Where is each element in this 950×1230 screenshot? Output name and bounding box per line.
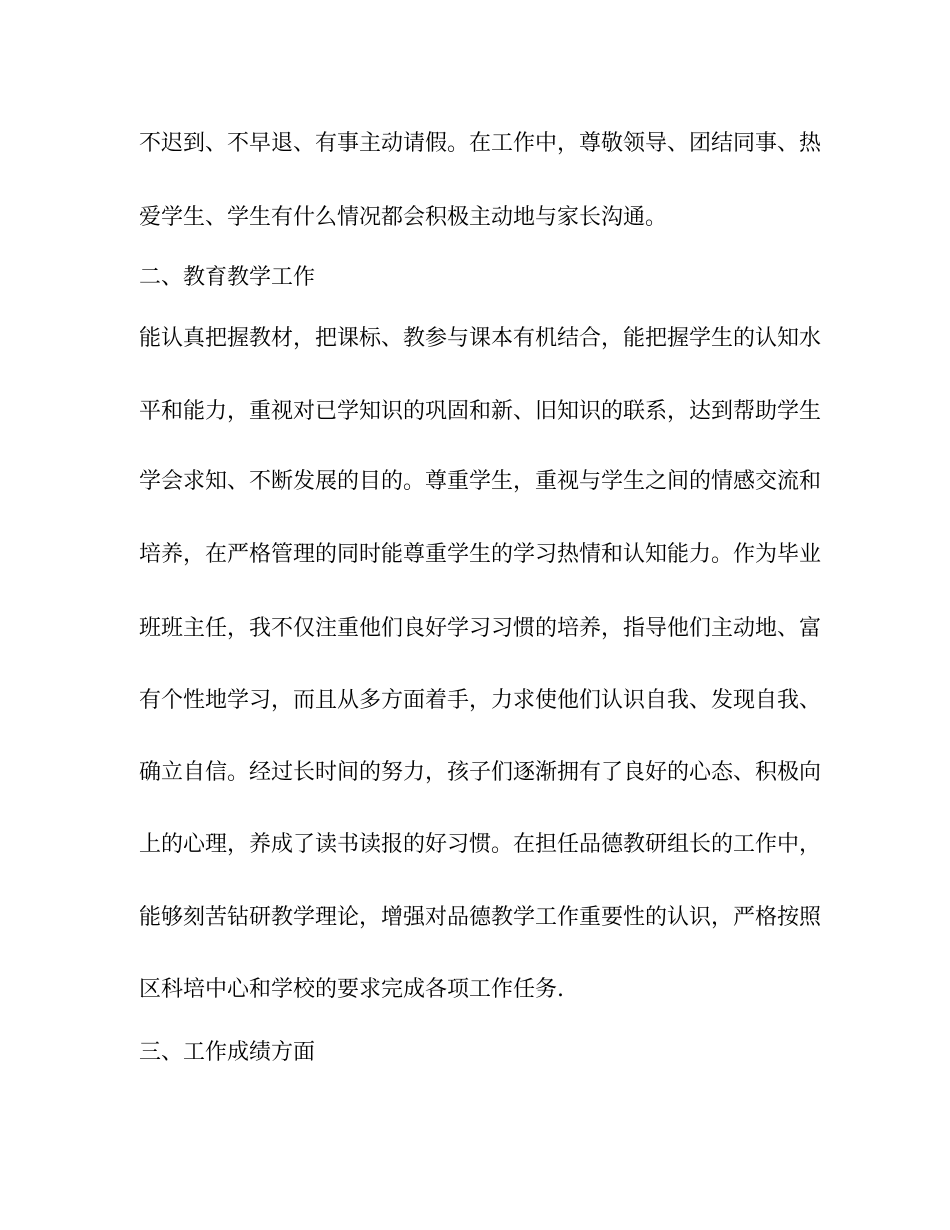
paragraph-line: 平和能力，重视对已学知识的巩固和新、旧知识的联系，达到帮助学生 <box>139 399 822 424</box>
paragraph-line: 班班主任，我不仅注重他们良好学习习惯的培养，指导他们主动地、富 <box>139 616 822 641</box>
paragraph-line: 不迟到、不早退、有事主动请假。在工作中，尊敬领导、团结同事、热 <box>139 131 822 156</box>
paragraph-line: 上的心理，养成了读书读报的好习惯。在担任品德教研组长的工作中， <box>139 832 822 857</box>
paragraph-line: 确立自信。经过长时间的努力，孩子们逐渐拥有了良好的心态、积极向 <box>139 760 822 785</box>
paragraph-line: 有个性地学习，而且从多方面着手，力求使他们认识自我、发现自我、 <box>139 688 822 713</box>
section-heading-work-achievements: 三、工作成绩方面 <box>139 1040 316 1065</box>
paragraph-line: 能认真把握教材，把课标、教参与课本有机结合，能把握学生的认知水 <box>139 326 822 351</box>
paragraph-line: 爱学生、学生有什么情况都会积极主动地与家长沟通。 <box>139 205 668 230</box>
paragraph-line: 学会求知、不断发展的目的。尊重学生，重视与学生之间的情感交流和 <box>139 469 822 494</box>
section-heading-education-teaching: 二、教育教学工作 <box>139 265 316 290</box>
paragraph-line: 区科培中心和学校的要求完成各项工作任务. <box>139 977 564 1002</box>
paragraph-line: 能够刻苦钻研教学理论，增强对品德教学工作重要性的认识，严格按照 <box>139 905 822 930</box>
paragraph-line: 培养，在严格管理的同时能尊重学生的学习热情和认知能力。作为毕业 <box>139 542 822 567</box>
